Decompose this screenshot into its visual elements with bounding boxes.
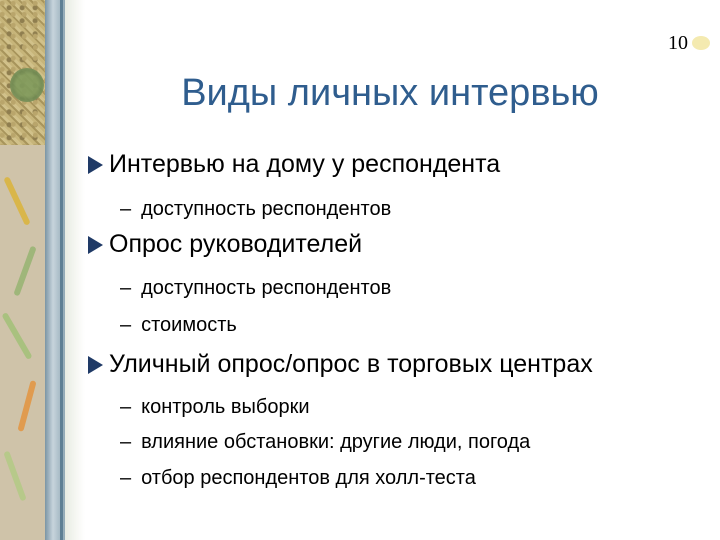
list-item — [120, 467, 476, 490]
arrow-bullet-icon — [88, 156, 103, 174]
list-item-text: отбор респондентов для холл-теста — [141, 467, 476, 489]
list-item-text: контроль выборки — [141, 396, 310, 418]
dash-marker: – — [120, 396, 132, 418]
section-heading-text: Опрос руководителей — [109, 230, 363, 258]
section-heading-street-survey — [88, 350, 593, 379]
arrow-bullet-icon — [88, 356, 103, 374]
section-heading-text: Уличный опрос/опрос в торговых центрах — [109, 350, 593, 378]
dash-marker: – — [120, 277, 132, 299]
slide-title: Виды личных интервью — [181, 72, 599, 114]
list-item — [120, 198, 391, 221]
dash-marker: – — [120, 467, 132, 489]
dash-marker: – — [120, 431, 132, 453]
green-circle-decoration — [10, 68, 44, 102]
list-item — [120, 396, 310, 419]
section-heading-executive-survey — [88, 230, 362, 259]
list-item — [120, 277, 391, 300]
page-number-highlight — [692, 36, 710, 50]
dash-marker: – — [120, 198, 132, 220]
list-item-text: доступность респондентов — [141, 277, 392, 299]
section-heading-text: Интервью на дому у респондента — [109, 150, 501, 178]
section-heading-home-interview — [88, 150, 500, 179]
page-number: 10 — [668, 32, 688, 54]
dark-stripe-line — [60, 0, 63, 540]
arrow-bullet-icon — [88, 236, 103, 254]
light-stripe — [65, 0, 85, 540]
list-item-text: влияние обстановки: другие люди, погода — [141, 431, 531, 453]
list-item — [120, 314, 237, 337]
list-item-text: стоимость — [141, 314, 237, 336]
list-item — [120, 431, 530, 454]
decorative-sidebar — [0, 0, 85, 540]
list-item-text: доступность респондентов — [141, 198, 392, 220]
dash-marker: – — [120, 314, 132, 336]
